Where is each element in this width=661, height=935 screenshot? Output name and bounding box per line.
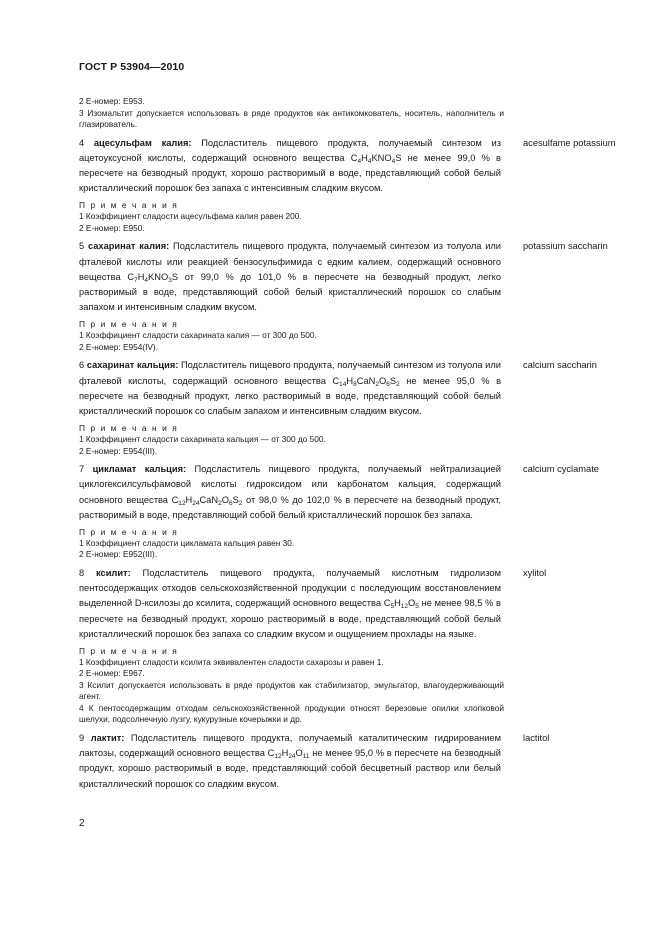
note-line: 1 Коэффициент сладости сахарината калия — от 300 до 500. bbox=[79, 330, 317, 341]
term-number: 4 bbox=[79, 137, 94, 148]
term-number: 6 bbox=[79, 360, 87, 371]
notes-block bbox=[79, 527, 619, 561]
term-name: ацесульфам калия: bbox=[93, 137, 192, 148]
definition-text: от 99,0 % до 101,0 % в пересчете на безводный продукт, легко растворимый в воде, представляющий собой белый кристаллический порошок со слабым запахом и интенсивным сладким вкусом. bbox=[79, 271, 501, 313]
notes-block bbox=[79, 646, 619, 726]
definition-text: Подсластитель пищевого продукта, получаемый синтезом из ацетоуксусной кислоты, содержащий основного вещества bbox=[79, 137, 501, 163]
english-equivalent: calcium cyclamate bbox=[523, 464, 599, 475]
term-entry bbox=[79, 462, 619, 523]
term-definition bbox=[79, 239, 501, 315]
definition-text: не менее 95,0 % в пересчете на безводный продукт, хорошо растворимый в воде, представляющий собой бесцветный раствор или белый кристаллический порошок со сладким вкусом. bbox=[79, 748, 501, 789]
note-line: 2 Е-номер: Е953. bbox=[79, 96, 145, 106]
note-line: 2 Е-номер: Е967. bbox=[79, 668, 145, 679]
english-equivalent: xylitol bbox=[523, 567, 547, 578]
term-number: 7 bbox=[79, 464, 93, 475]
chemical-formula: $C_7H_4KNO_3S$ bbox=[127, 271, 179, 284]
note-line: 3 Ксилит допускается использовать в ряде продуктов как стабилизатор, эмульгатор, влагоудерживающий агент. bbox=[79, 679, 504, 702]
notes-heading: П р и м е ч а н и я bbox=[79, 200, 179, 211]
notes-heading: П р и м е ч а н и я bbox=[79, 423, 179, 434]
notes-heading: П р и м е ч а н и я bbox=[79, 319, 179, 330]
term-entry bbox=[79, 731, 619, 792]
term-entry bbox=[79, 239, 619, 315]
term-name: лактит: bbox=[90, 732, 125, 743]
term-name: ксилит: bbox=[96, 567, 131, 578]
term-definition bbox=[79, 566, 501, 642]
definition-text: не менее 95,0 % в пересчете на безводный продукт, легко растворимый в воде, представляющий собой белый кристаллический порошок со слабым запахом и интенсивным сладким вкусом. bbox=[79, 375, 502, 416]
definition-text: Подсластитель пищевого продукта, получаемый кислотным гидролизом пентосодержащих отходов сельскохозяйственной продукции с последующим восстановлением выделенной D-ксилозы до ксилита, содержащий основного вещества bbox=[79, 567, 501, 609]
definition-text: Подсластитель пищевого продукта, получаемый каталитическим гидрированием лактозы, содержащий основного вещества bbox=[79, 732, 501, 759]
term-number: 5 bbox=[79, 241, 88, 252]
note-line: 1 Коэффициент сладости ксилита эквивалентен сладости сахарозы и равен 1. bbox=[79, 656, 384, 667]
term-entries bbox=[79, 136, 619, 792]
chemical-formula: $C_4H_4KNO_4S$ bbox=[350, 152, 402, 165]
term-definition bbox=[79, 358, 501, 419]
term-entry bbox=[79, 358, 619, 419]
term-name: сахаринат кальция: bbox=[86, 360, 179, 371]
chemical-formula: $C_{12}H_{24}O_{11}$ bbox=[267, 748, 310, 761]
note-line: 2 Е-номер: Е954(IV). bbox=[79, 341, 159, 352]
term-name: цикламат кальция: bbox=[92, 464, 187, 475]
term-entry bbox=[79, 136, 619, 197]
chemical-formula: $C_{14}H_8CaN_2O_6S_2$ bbox=[332, 375, 400, 388]
note-line: 1 Коэффициент сладости ацесульфама калия равен 200. bbox=[79, 211, 302, 222]
notes-block bbox=[79, 319, 619, 353]
note-line: 2 Е-номер: Е952(III). bbox=[79, 549, 158, 560]
notes-heading: П р и м е ч а н и я bbox=[79, 526, 179, 537]
english-equivalent: acesulfame potassium bbox=[523, 137, 616, 148]
definition-text: Подсластитель пищевого продукта, получаемый синтезом из толуола или фталевой кислоты или реакцией бензосульфимида с едким калием, содержащий основного вещества bbox=[79, 241, 501, 282]
definition-text: от 98,0 % до 102,0 % в пересчете на безводный продукт, растворимый в воде, представляющий собой белый кристаллический порошок без запаха. bbox=[79, 494, 501, 520]
note-line: 1 Коэффициент сладости цикламата кальция равен 30. bbox=[79, 537, 295, 548]
term-number: 9 bbox=[79, 732, 91, 743]
note-line: 3 Изомальтит допускается использовать в ряде продуктов как антикомкователь, носитель, наполнитель и глазирователь. bbox=[79, 107, 504, 129]
note-line: 2 Е-номер: Е954(III). bbox=[79, 445, 158, 456]
term-number: 8 bbox=[79, 567, 97, 578]
definition-text: не менее 98,5 % в пересчете на безводный продукт, хорошо растворимый в воде, представляющий собой белый кристаллический порошок без запаха со сладким вкусом и ощущением прохлады на языке. bbox=[79, 598, 501, 639]
top-notes bbox=[79, 96, 619, 131]
note-line: 1 Коэффициент сладости сахарината кальция — от 300 до 500. bbox=[79, 434, 326, 445]
english-equivalent: calcium saccharin bbox=[523, 360, 597, 371]
definition-text: не менее 99,0 % в пересчете на безводный продукт, хорошо растворимый в воде, представляющий собой белый кристаллический порошок без запаха с интенсивным сладким вкусом. bbox=[79, 152, 501, 194]
notes-block bbox=[79, 200, 619, 234]
definition-text: Подсластитель пищевого продукта, получаемый нейтрализацией циклогексилсульфамовой кислоты гидроксидом или карбонатом кальция, содержащий основного вещества bbox=[79, 464, 501, 505]
term-name: сахаринат калия: bbox=[87, 241, 170, 252]
note-line: 4 К пентосодержащим отходам сельскохозяйственной продукции относят березовые опилки хлопковой шелухи, подсолнечную лузгу, кукурузные кочерыжки и др. bbox=[79, 702, 504, 725]
english-equivalent: lactitol bbox=[523, 732, 550, 743]
term-entry bbox=[79, 566, 619, 642]
document-body bbox=[79, 96, 619, 792]
english-equivalent: potassium saccharin bbox=[523, 241, 608, 252]
definition-text: Подсластитель пищевого продукта, получаемый синтезом из толуола или фталевой кислоты, содержащий основного вещества bbox=[79, 360, 501, 386]
term-definition bbox=[79, 731, 501, 792]
notes-heading: П р и м е ч а н и я bbox=[79, 645, 179, 656]
term-definition bbox=[79, 136, 501, 197]
chemical-formula: $C_5H_{12}O_5$ bbox=[383, 598, 419, 611]
document-header: ГОСТ Р 53904—2010 bbox=[79, 61, 185, 73]
page-number: 2 bbox=[79, 818, 85, 829]
note-line: 2 Е-номер: Е950. bbox=[79, 222, 145, 233]
chemical-formula: $C_{12}H_{24}CaN_2O_6S_2$ bbox=[171, 494, 243, 507]
notes-block bbox=[79, 423, 619, 457]
term-definition bbox=[79, 462, 501, 523]
